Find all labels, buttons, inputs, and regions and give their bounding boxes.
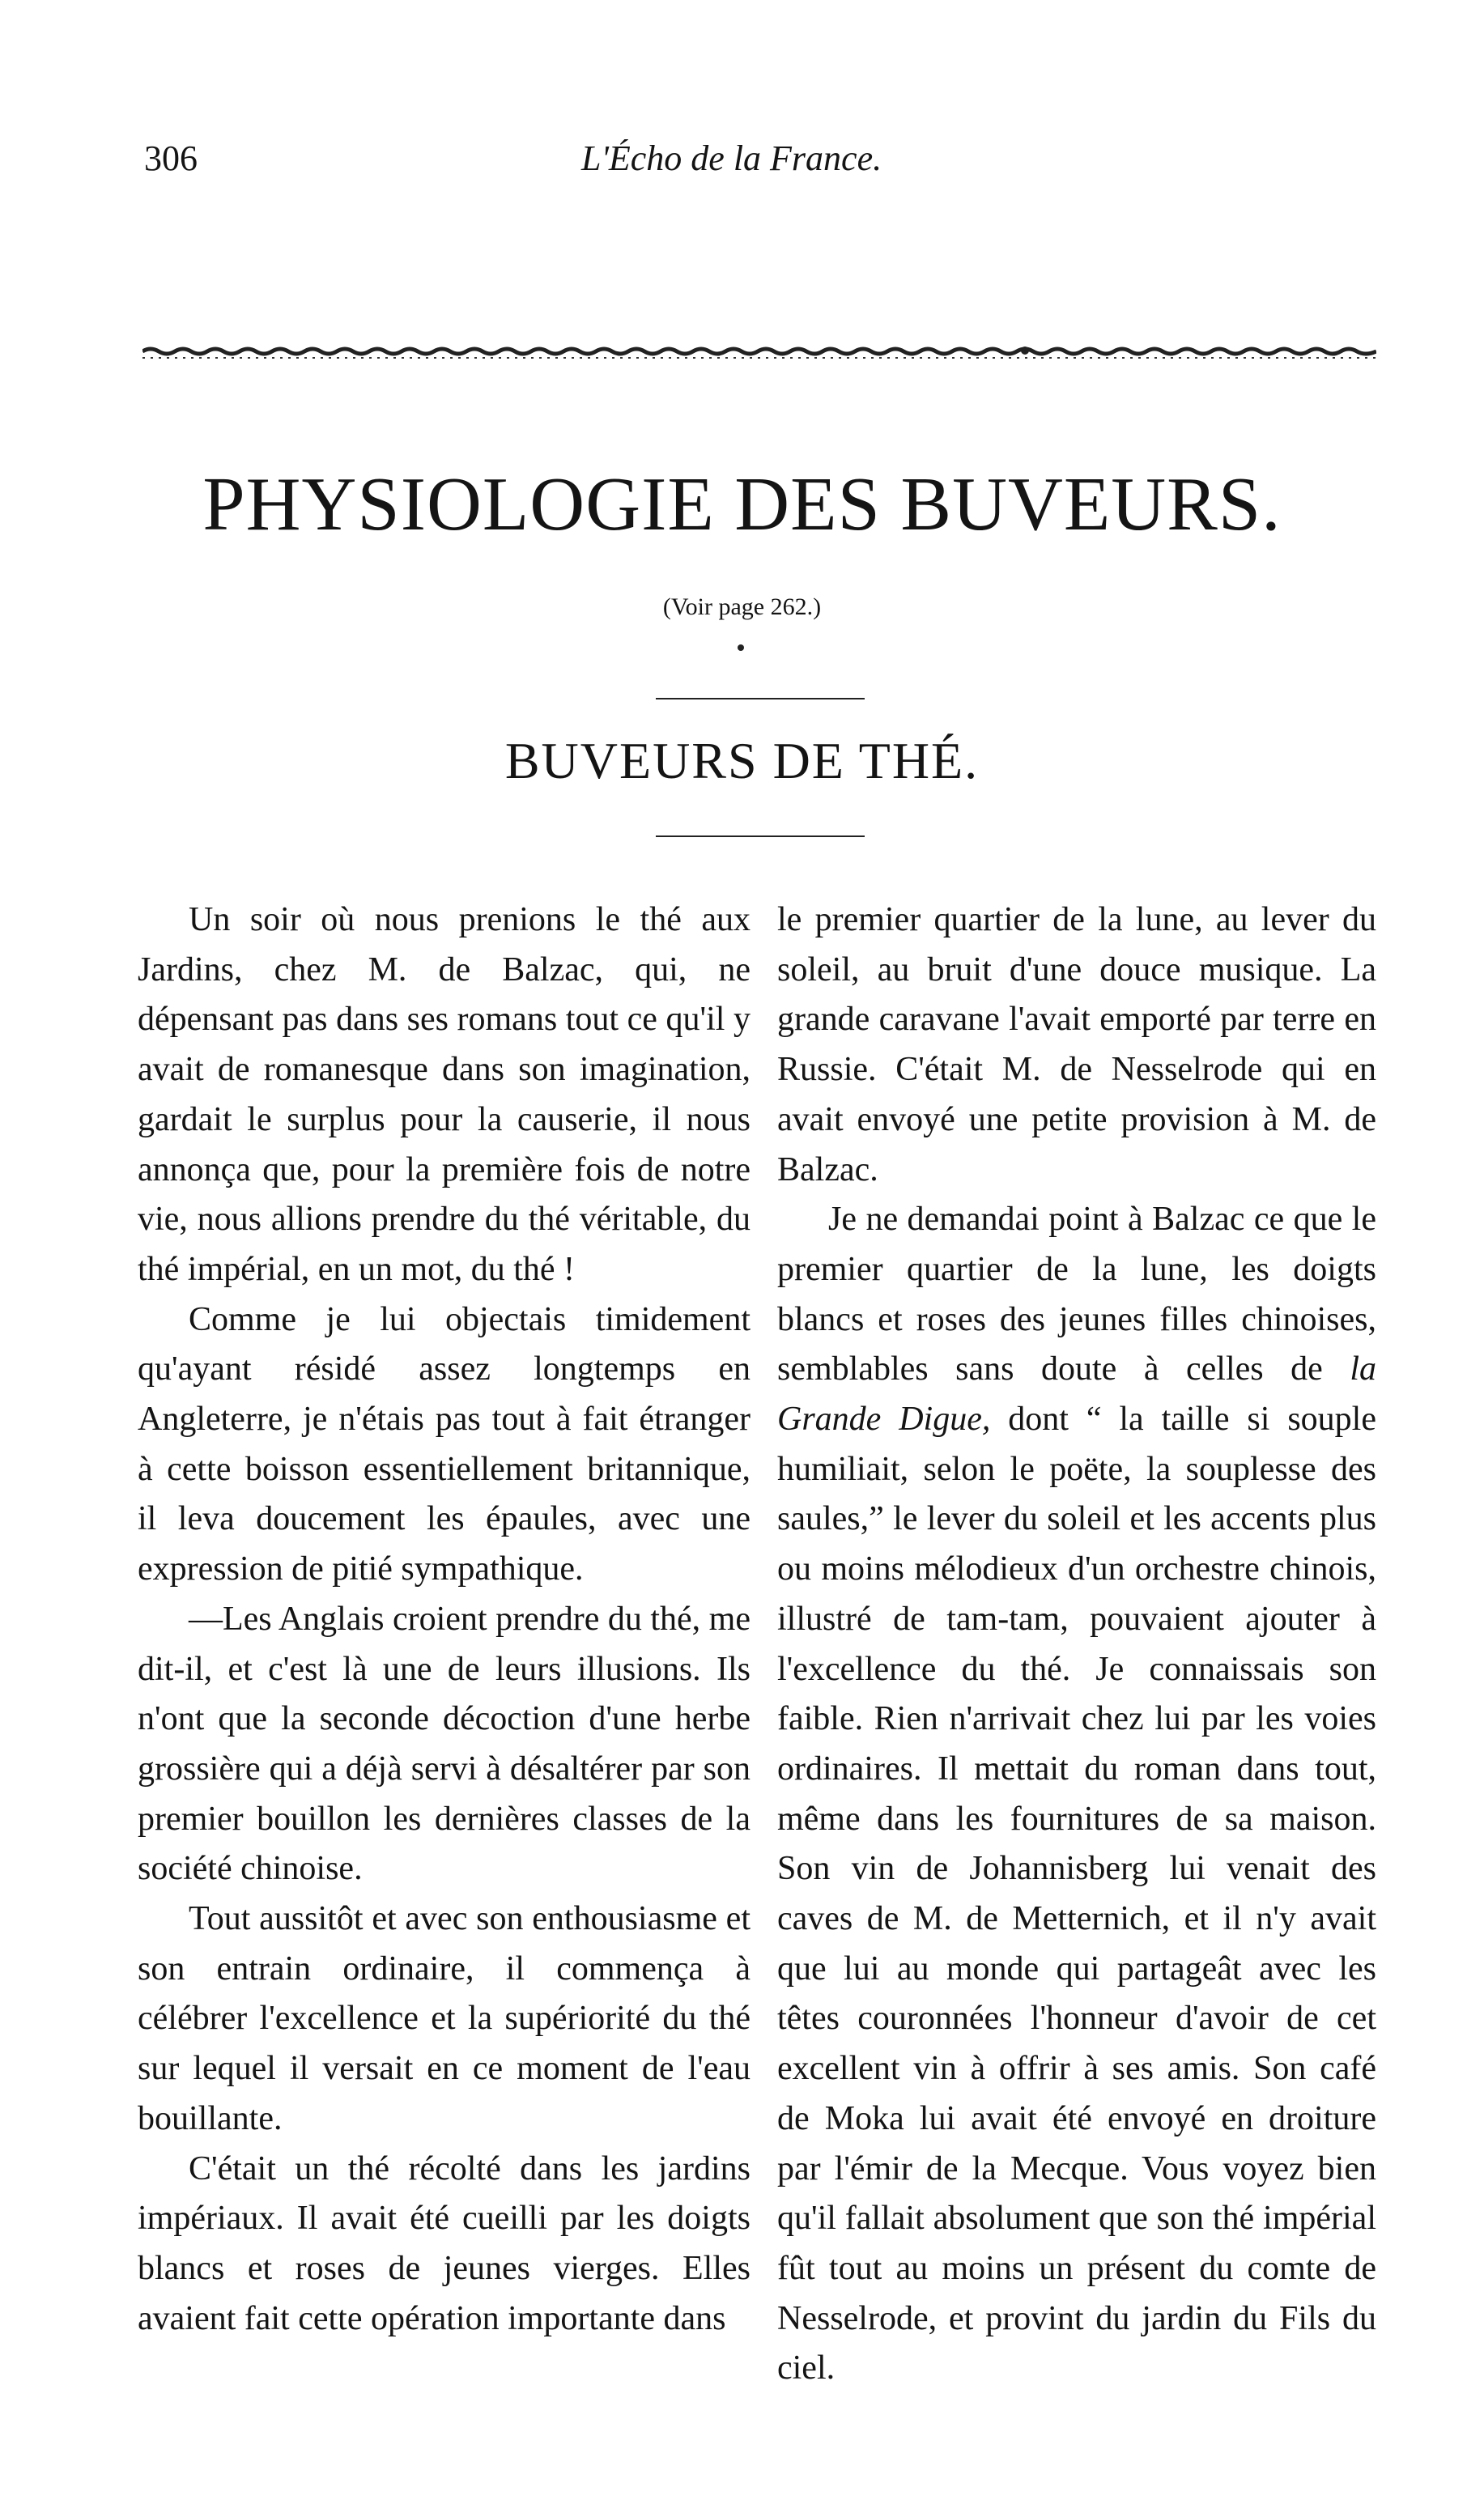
- paragraph: [777, 1195, 1376, 2394]
- paragraph-text: Je ne demandai point à Balzac ce que le premier quartier de la lune, les doigts blancs et roses des jeunes filles chinoises, semblables sans doute à celles de: [777, 1201, 1376, 1388]
- ornament-rule: [142, 343, 1376, 368]
- divider-rule: [656, 835, 865, 837]
- running-head: [144, 134, 1375, 183]
- paragraph: C'était un thé récolté dans les jardins impériaux. Il avait été cueilli par les doigts blancs et roses de jeunes vierges. Elles avaient fait cette opération importante dans: [138, 2149, 751, 2337]
- paragraph: Un soir où nous prenions le thé aux Jardins, chez M. de Balzac, qui, ne dépensant pas dans ses romans tout ce qu'il y avait de romanesque dans son imagination, gardait le surplus pour la causerie, il nous annonça que, pour la première fois de notre vie, nous allions prendre du thé véritable, du thé impérial, en un mot, du thé !: [138, 901, 751, 1288]
- article-title: PHYSIOLOGIE DES BUVEURS.: [202, 462, 1282, 546]
- italic-title: la Grande Digue,: [777, 1350, 1376, 1439]
- divider-rule: [656, 698, 865, 699]
- page-reference: (Voir page 262.): [662, 593, 822, 620]
- ornament-dot: [738, 644, 744, 651]
- paragraph: —Les Anglais croient prendre du thé, me dit-il, et c'est là une de leurs illusions. Ils n'ont que la seconde décoction d'une herbe grossière qui a déjà servi à désaltérer par son premier bouillon les dernières classes de la société chinoise.: [138, 1600, 751, 1888]
- paragraph: Comme je lui objectais timidement qu'ayant résidé assez longtemps en Angleterre, je n'étais pas tout à fait étranger à cette boisson essentiellement britannique, il leva doucement les épaules, avec une expression de pitié sympathique.: [138, 1300, 751, 1588]
- paragraph: Tout aussitôt et avec son enthousiasme et son entrain ordinaire, il commença à célébrer l'excellence et la supériorité du thé sur lequel il versait en ce moment de l'eau bouillante.: [138, 1900, 751, 2137]
- section-subtitle: BUVEURS DE THÉ.: [504, 732, 980, 789]
- paragraph-text: dont “ la taille si souple humiliait, selon le poëte, la souplesse des saules,” le lever du soleil et les accents plus ou moins mélodieux d'un orchestre chinois, illustré de tam-tam, pouvaient ajouter à l'excellence du thé. Je connaissais son faible. Rien n'arrivait chez lui par les voies ordinaires. Il mettait du roman dans tout, même dans les fournitures de sa maison. Son vin de Johannisberg lui venait des caves de M. de Metternich, et il n'y avait que lui au monde qui partageât avec les têtes couronnées l'honneur d'avoir de cet excellent vin à offrir à ses amis. Son café de Moka lui avait été envoyé en droiture par l'émir de la Mecque. Vous voyez bien qu'il fallait absolument que son thé impérial fût tout au moins un présent du comte de Nesselrode, et provint du jardin du Fils du ciel.: [777, 1401, 1376, 2387]
- text-column-left: [138, 895, 751, 2344]
- journal-title: L'Écho de la France.: [581, 138, 882, 178]
- page-number: 306: [144, 138, 198, 178]
- text-column-right: [777, 895, 1376, 2394]
- paragraph: le premier quartier de la lune, au lever du soleil, au bruit d'une douce musique. La grande caravane l'avait emporté par terre en Russie. C'était M. de Nesselrode qui en avait envoyé une petite provision à M. de Balzac.: [777, 901, 1376, 1188]
